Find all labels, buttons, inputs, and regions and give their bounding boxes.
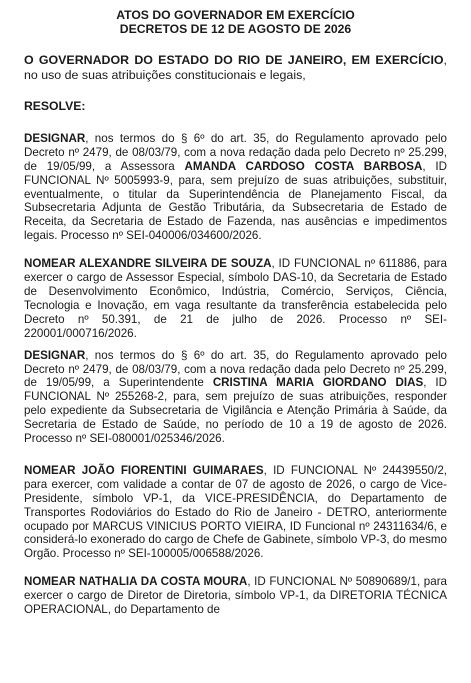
act-text: , ID FUNCIONAL Nº 50890689/1, para exercer o cargo de Diretor de Diretoria, símbolo VP-1, da DIRETORIA TÉCNICA OPERACIONAL, do Departamento de: [24, 575, 447, 617]
act-paragraph-4: [24, 464, 447, 561]
act-name: AMANDA CARDOSO COSTA BARBOSA: [184, 159, 423, 173]
act-text: , ID FUNCIONAL Nº 255268-2, para, sem prejuízo de suas atribuições, responder pelo expediente da Subsecretaria de Vigilância e Atenção Primária à Saúde, da Secretaria de Estado de Saúde, no período de 10 a 19 de agosto de 2026. Processo nº SEI-080001/025346/2026.: [24, 376, 448, 446]
act-verb: NOMEAR ALEXANDRE SILVEIRA DE SOUZA: [24, 257, 272, 271]
act-verb: NOMEAR JOÃO FIORENTINI GUIMARAES: [24, 463, 264, 477]
act-paragraph-5: [24, 575, 447, 617]
intro-text: , no uso de suas atribuições constitucionais e legais,: [24, 53, 447, 82]
act-verb: NOMEAR NATHALIA DA COSTA MOURA: [24, 575, 248, 589]
act-text: , ID FUNCIONAL nº 611886, para exercer o cargo de Assessor Especial, símbolo DAS-10, da Secretaria de Estado de Desenvolvimento Econômico, Indústria, Comércio, Serviços, Ciência, Tecnologia e Inovação, em vaga resultante da transferência estabelecida pelo Decreto nº 50.391, de 21 de julho de 2026. Processo nº SEI-220001/000716/2026.: [24, 257, 447, 340]
act-name: CRISTINA MARIA GIORDANO DIAS: [212, 376, 424, 390]
intro-paragraph: [24, 53, 447, 83]
act-paragraph-3: [24, 349, 447, 446]
act-paragraph-1: [24, 132, 447, 243]
act-paragraph-2: [24, 257, 447, 340]
act-verb: DESIGNAR: [24, 131, 86, 145]
intro-bold: O GOVERNADOR DO ESTADO DO RIO DE JANEIRO, EM EXERCÍCIO: [24, 53, 444, 67]
heading-line-1: ATOS DO GOVERNADOR EM EXERCÍCIO: [116, 8, 355, 22]
heading-line-2: DECRETOS DE 12 DE AGOSTO DE 2026: [119, 22, 352, 36]
act-text: , ID FUNCIONAL Nº 5005993-9, para, sem prejuízo de suas atribuições, substituir, eventualmente, o titular da Superintendência de Planejamento Fiscal, da Subsecretaria Adjunta de Gestão Tributária, da Subsecretaria de Estado de Receita, da Secretaria de Estado de Fazenda, nas ausências e impedimentos legais. Processo nº SEI-040006/034600/2026.: [24, 159, 447, 243]
act-verb: DESIGNAR: [24, 348, 86, 362]
act-text: , nos termos do § 6º do art. 35, do Regulamento aprovado pelo Decreto nº 2479, de 08/03/79, com a nova redação dada pelo Decreto nº 25.299, de 19/05/99, a Superintendente: [24, 348, 447, 390]
act-text: , ID FUNCIONAL Nº 24439550/2, para exercer, com validade a contar de 07 de agosto de 2026, o cargo de Vice-Presidente, símbolo VP-1, da VICE-PRESIDÊNCIA, do Departamento de Transportes Rodoviários do Estado do Rio de Janeiro - DETRO, anteriormente ocupado por MARCUS VINICIUS PORTO VIEIRA, ID Funcional nº 24311634/6, e considerá-lo exonerado do cargo de Chefe de Gabinete, símbolo VP-3, do mesmo Orgão. Processo nº SEI-100005/006588/2026.: [24, 463, 447, 561]
act-text: , nos termos do § 6º do art. 35, do Regulamento aprovado pelo Decreto nº 2479, de 08/03/79, com a nova redação dada pelo Decreto nº 25.299, de 19/05/99, a Assessora: [24, 131, 447, 173]
resolve-label: RESOLVE:: [24, 99, 86, 113]
